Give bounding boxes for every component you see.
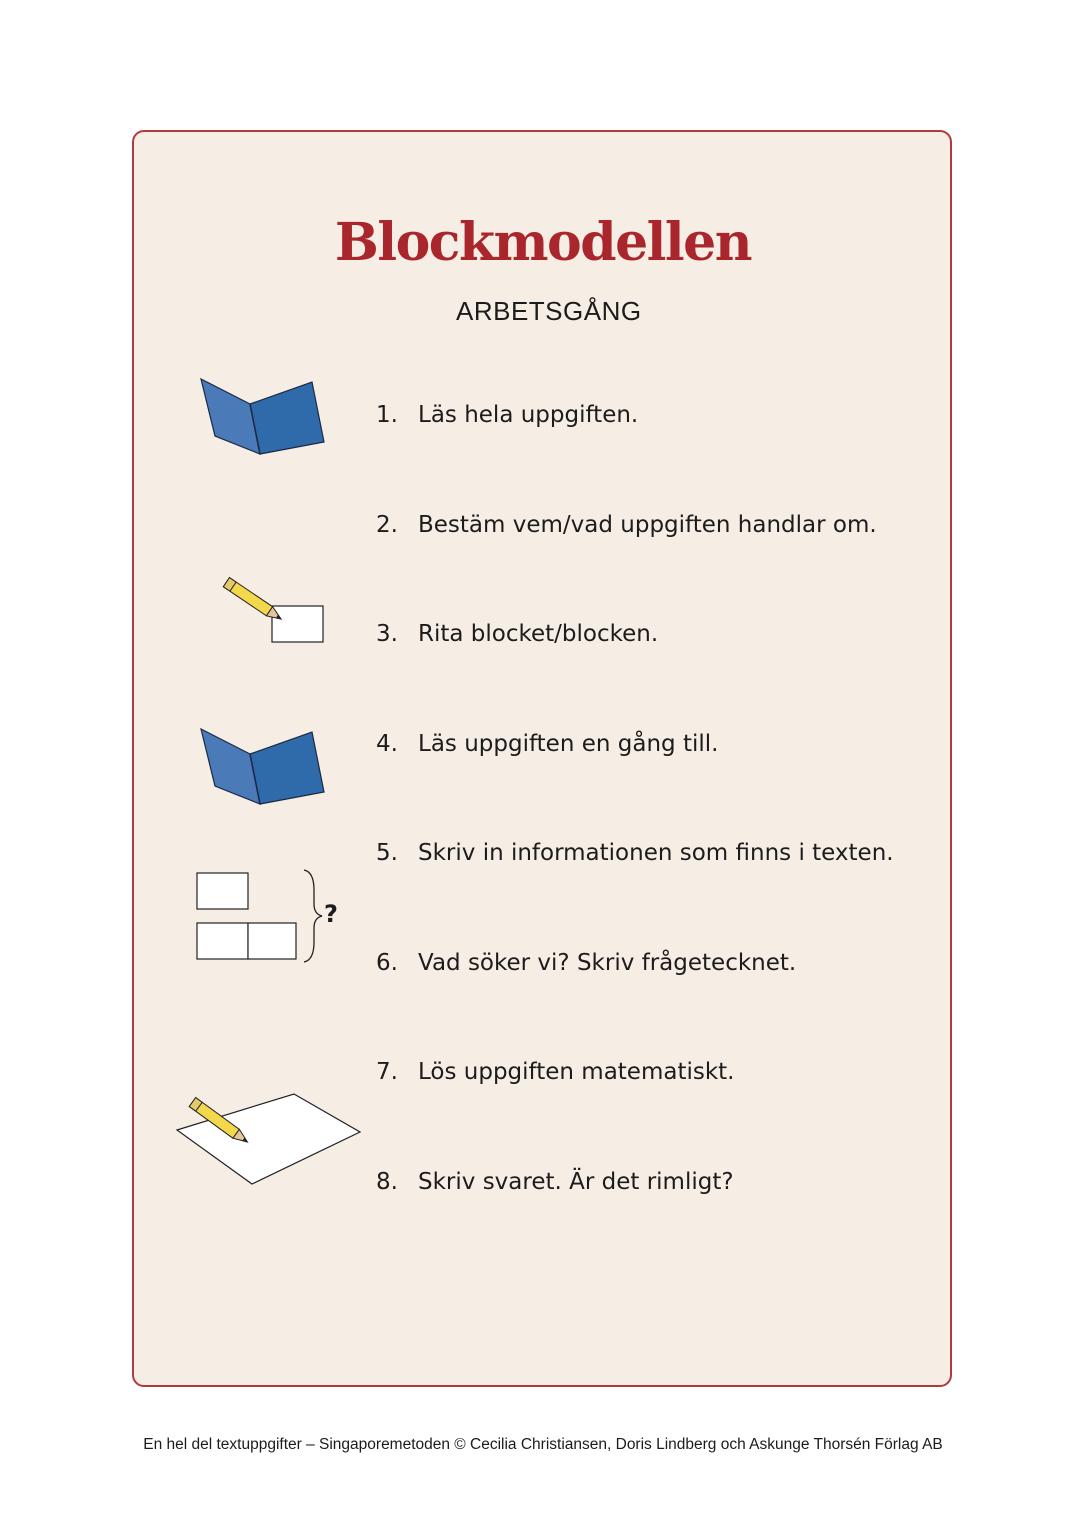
step-8	[376, 1169, 734, 1195]
page-subtitle: ARBETSGÅNG	[456, 296, 642, 326]
step-number: 7.	[376, 1059, 398, 1085]
step-2	[376, 512, 877, 538]
step-number: 1.	[376, 402, 398, 428]
step-number: 5.	[376, 840, 398, 866]
open-book-icon	[198, 726, 328, 808]
step-number: 8.	[376, 1169, 398, 1195]
step-text: Rita blocket/blocken.	[418, 621, 659, 647]
step-text: Vad söker vi? Skriv frågetecknet.	[418, 950, 797, 976]
step-text: Läs uppgiften en gång till.	[418, 731, 719, 757]
step-5	[376, 840, 894, 866]
step-text: Skriv svaret. Är det rimligt?	[418, 1169, 734, 1195]
page-title: Blockmodellen	[334, 212, 752, 273]
step-number: 3.	[376, 621, 398, 647]
step-text: Läs hela uppgiften.	[418, 402, 639, 428]
step-3	[376, 621, 658, 647]
step-1	[376, 402, 638, 428]
pencil-block-icon	[222, 576, 328, 648]
step-6	[376, 950, 796, 976]
step-text: Lös uppgiften matematiskt.	[418, 1059, 735, 1085]
block-model-icon	[194, 866, 344, 966]
step-text: Skriv in informationen som finns i texten.	[418, 840, 894, 866]
open-book-icon	[198, 376, 328, 458]
step-4	[376, 731, 718, 757]
question-mark-label: ?	[324, 900, 338, 928]
step-text: Bestäm vem/vad uppgiften handlar om.	[418, 512, 877, 538]
copyright-footer: En hel del textuppgifter – Singaporemetoden © Cecilia Christiansen, Doris Lindberg och Askunge Thorsén Förlag AB	[143, 1436, 943, 1453]
step-number: 2.	[376, 512, 398, 538]
step-number: 6.	[376, 950, 398, 976]
step-number: 4.	[376, 731, 398, 757]
step-7	[376, 1059, 735, 1085]
pencil-paper-icon	[174, 1092, 364, 1188]
